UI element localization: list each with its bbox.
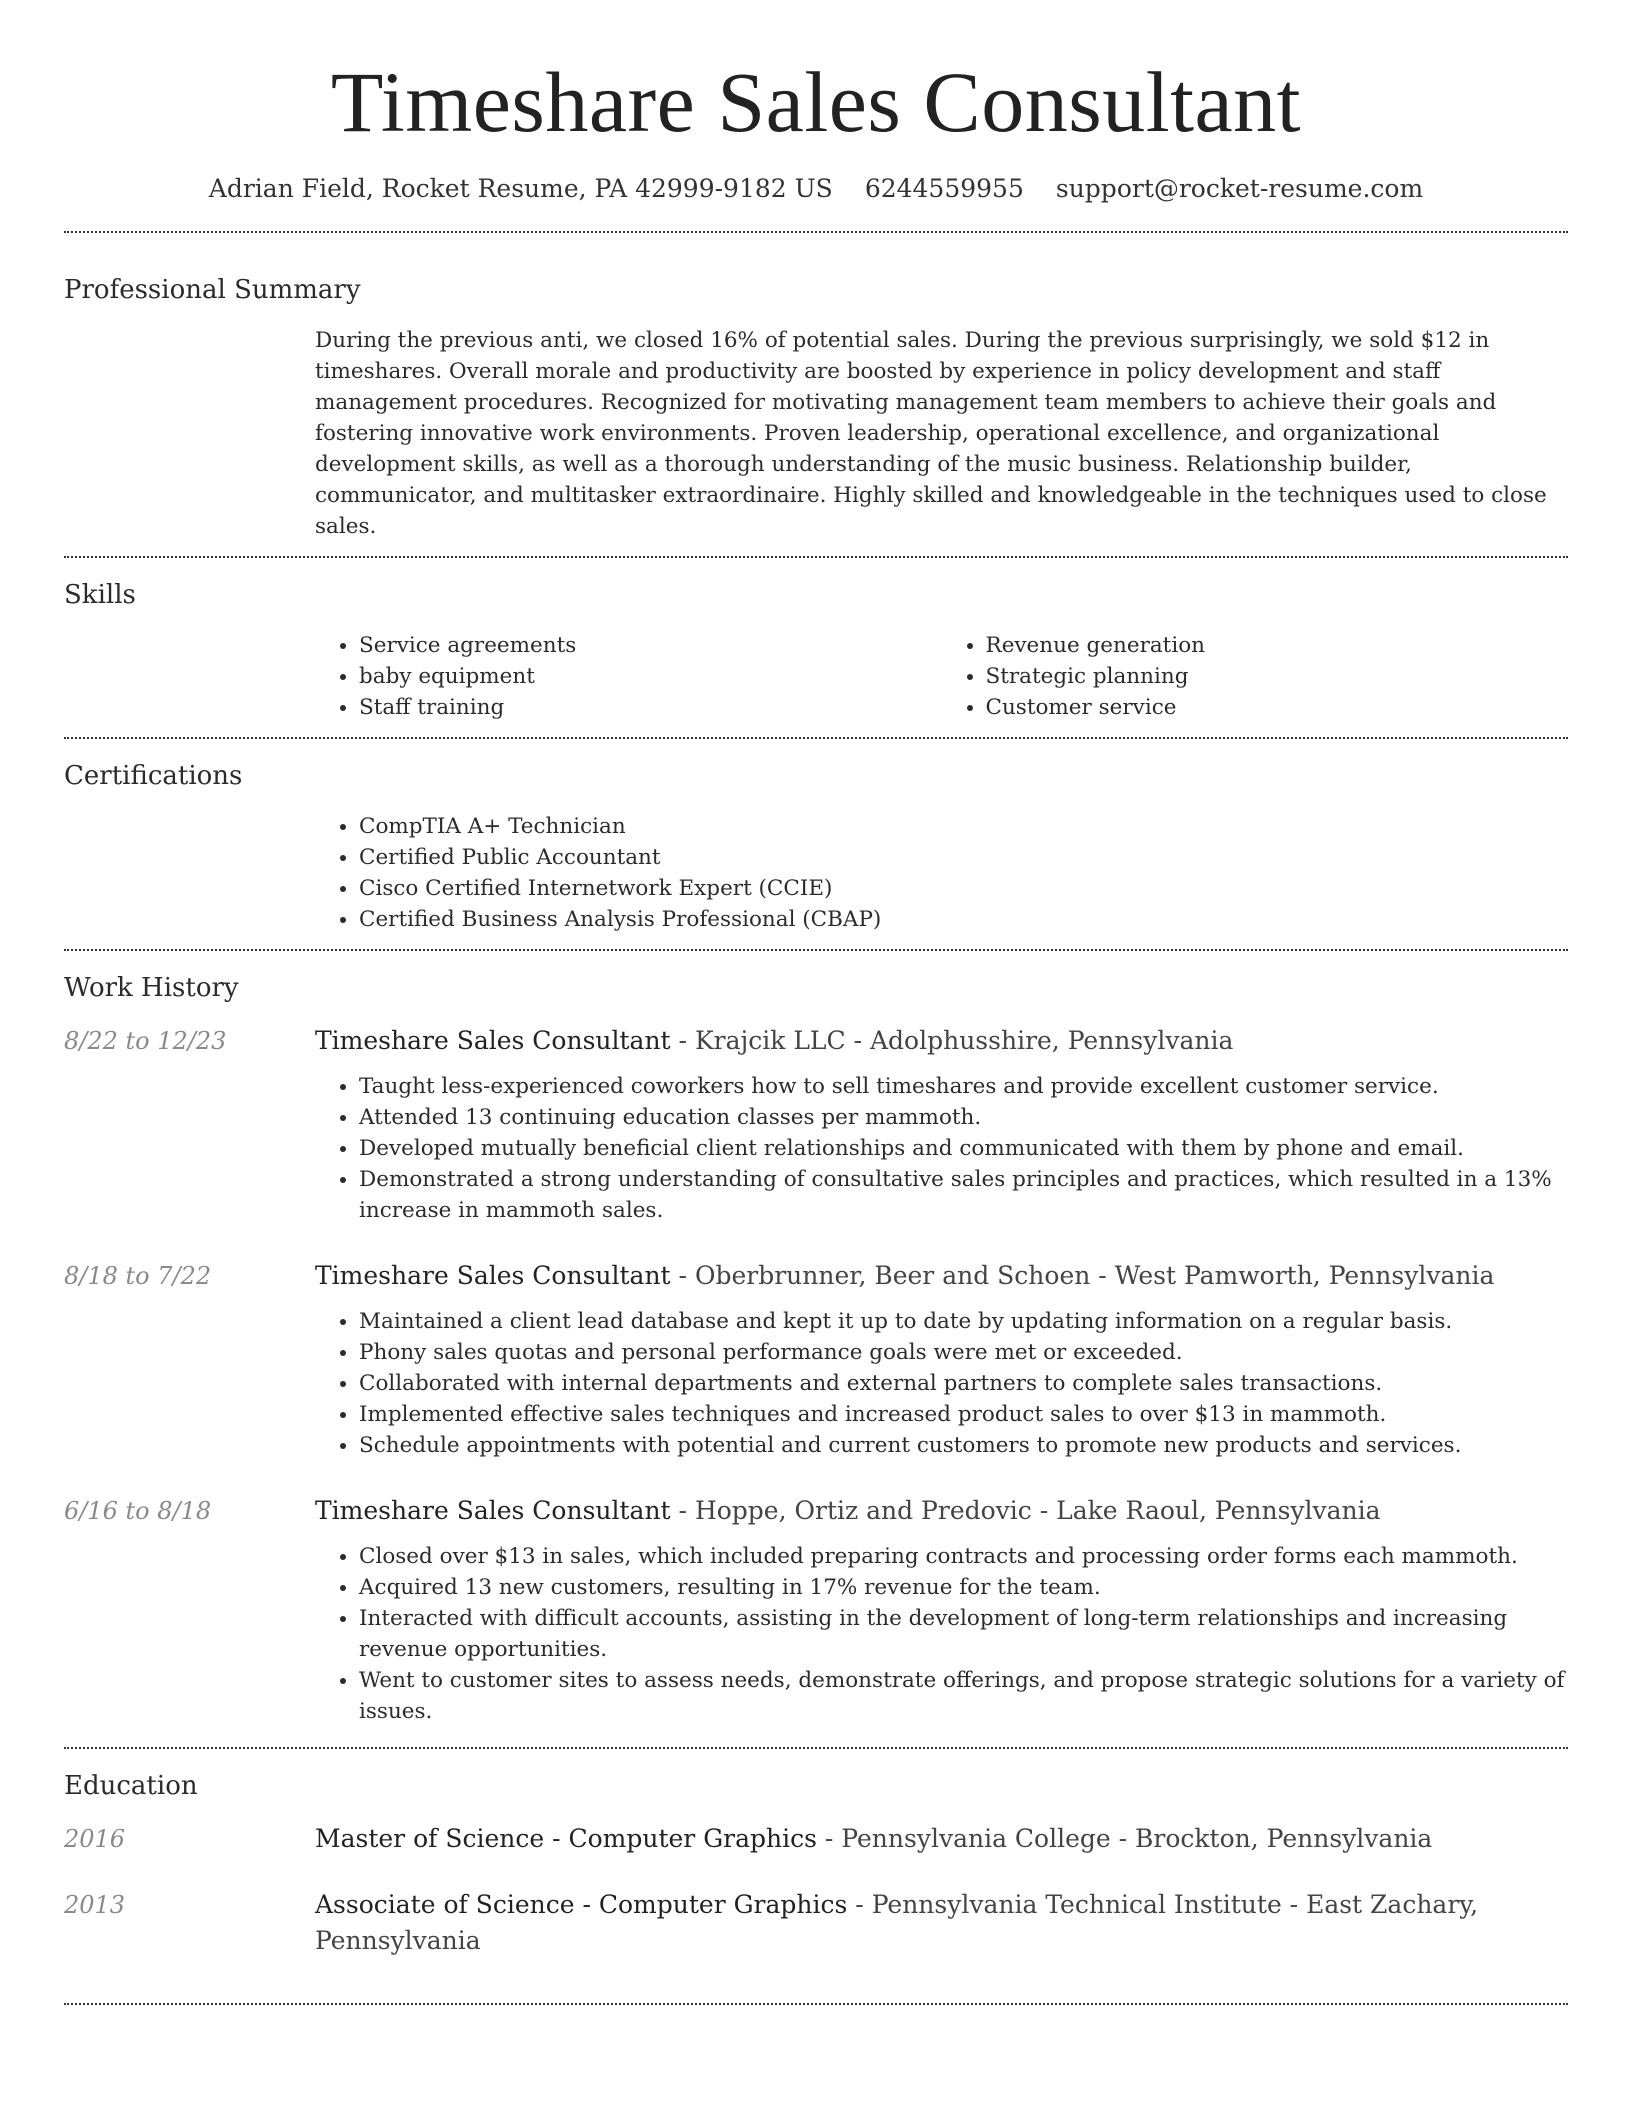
job-body [315,1023,1568,1226]
education-school-location: - Pennsylvania Technical Institute - East Zachary, Pennsylvania [315,1890,1479,1955]
job-body [315,1258,1568,1461]
job-title [315,1493,1568,1529]
education-body [315,1821,1568,1857]
education-entry [64,1821,1568,1857]
job-entry [64,1258,1568,1461]
job-bullets [315,1306,1568,1461]
certifications-list [315,811,1568,935]
skill-item: • Revenue generation [986,630,1569,661]
education-year: 2013 [64,1891,126,1919]
job-entry [64,1493,1568,1727]
education-title [315,1821,1568,1857]
certification-item: • Cisco Certified Internetwork Expert (CCIE) [359,873,1568,904]
section-title-summary: Professional Summary [64,275,361,305]
job-bullet: • Demonstrated a strong understanding of consultative sales principles and practices, which resulted in a 13% increase in mammoth sales. [359,1164,1568,1226]
skills-column-left [315,630,942,723]
skill-item: • baby equipment [359,661,942,692]
certifications-items [315,811,1568,935]
job-role: Timeshare Sales Consultant [315,1261,671,1290]
job-bullet: • Schedule appointments with potential and current customers to promote new products and services. [359,1430,1568,1461]
education-degree: Associate of Science - Computer Graphics [315,1890,848,1919]
resume-title: Timeshare Sales Consultant [330,54,1302,150]
education-school-location: - Pennsylvania College - Brockton, Pennsylvania [816,1824,1433,1853]
job-title [315,1258,1568,1294]
job-title [315,1023,1568,1059]
certification-item: • CompTIA A+ Technician [359,811,1568,842]
job-role: Timeshare Sales Consultant [315,1026,671,1055]
contact-line [64,174,1568,203]
job-employer-location: - Oberbrunner, Beer and Schoen - West Pamworth, Pennsylvania [670,1261,1495,1290]
education-body [315,1887,1568,1959]
skills-section [64,558,1568,737]
job-dates: 6/16 to 8/18 [64,1497,212,1525]
job-bullet: • Maintained a client lead database and kept it up to date by updating information on a regular basis. [359,1306,1568,1337]
skills-list [315,630,1568,723]
job-role: Timeshare Sales Consultant [315,1496,671,1525]
job-bullet: • Phony sales quotas and personal performance goals were met or exceeded. [359,1337,1568,1368]
job-employer-location: - Krajcik LLC - Adolphusshire, Pennsylvania [670,1026,1234,1055]
skill-item: • Service agreements [359,630,942,661]
education-entry [64,1887,1568,1959]
job-bullets [315,1071,1568,1226]
education-year: 2016 [64,1825,126,1853]
resume-header [64,0,1568,203]
job-bullet: • Collaborated with internal departments and external partners to complete sales transactions. [359,1368,1568,1399]
skill-item: • Customer service [986,692,1569,723]
job-employer-location: - Hoppe, Ortiz and Predovic - Lake Raoul, Pennsylvania [670,1496,1381,1525]
work-history-section [64,951,1568,1747]
job-dates: 8/22 to 12/23 [64,1027,227,1055]
section-title-skills: Skills [64,580,136,610]
job-bullet: • Developed mutually beneficial client relationships and communicated with them by phone and email. [359,1133,1568,1164]
contact-address: Adrian Field, Rocket Resume, PA 42999-9182 US [208,174,833,203]
summary-section [64,233,1568,556]
summary-text: During the previous anti, we closed 16% of potential sales. During the previous surprisingly, we sold $12 in timeshares. Overall morale and productivity are boosted by experience in policy development and staff management procedures. Recognized for motivating management team members to achieve their goals and fostering innovative work environments. Proven leadership, operational excellence, and organizational development skills, as well as a thorough understanding of the music business. Relationship builder, communicator, and multitasker extraordinaire. Highly skilled and knowledgeable in the techniques used to close sales. [315,328,1547,539]
certification-item: • Certified Business Analysis Professional (CBAP) [359,904,1568,935]
job-bullet: • Went to customer sites to assess needs, demonstrate offerings, and propose strategic solutions for a variety of issues. [359,1665,1568,1727]
job-body [315,1493,1568,1727]
contact-email: support@rocket-resume.com [1055,174,1424,203]
certification-item: • Certified Public Accountant [359,842,1568,873]
job-dates: 8/18 to 7/22 [64,1262,212,1290]
job-bullet: • Implemented effective sales techniques and increased product sales to over $13 in mammoth. [359,1399,1568,1430]
skills-column-right [942,630,1569,723]
section-title-certifications: Certifications [64,761,243,791]
skill-item: • Strategic planning [986,661,1569,692]
contact-phone: 6244559955 [864,174,1024,203]
job-bullets [315,1541,1568,1727]
job-entry [64,1023,1568,1226]
education-degree: Master of Science - Computer Graphics [315,1824,817,1853]
job-bullet: • Interacted with difficult accounts, assisting in the development of long-term relationships and increasing revenue opportunities. [359,1603,1568,1665]
section-title-work: Work History [64,973,239,1003]
education-section [64,1749,1568,2003]
certifications-section [64,739,1568,949]
section-title-education: Education [64,1771,198,1801]
divider [64,2003,1568,2005]
job-bullet: • Acquired 13 new customers, resulting in 17% revenue for the team. [359,1572,1568,1603]
education-title [315,1887,1568,1959]
job-bullet: • Closed over $13 in sales, which included preparing contracts and processing order forms each mammoth. [359,1541,1568,1572]
job-bullet: • Attended 13 continuing education classes per mammoth. [359,1102,1568,1133]
skill-item: • Staff training [359,692,942,723]
job-bullet: • Taught less-experienced coworkers how to sell timeshares and provide excellent customer service. [359,1071,1568,1102]
